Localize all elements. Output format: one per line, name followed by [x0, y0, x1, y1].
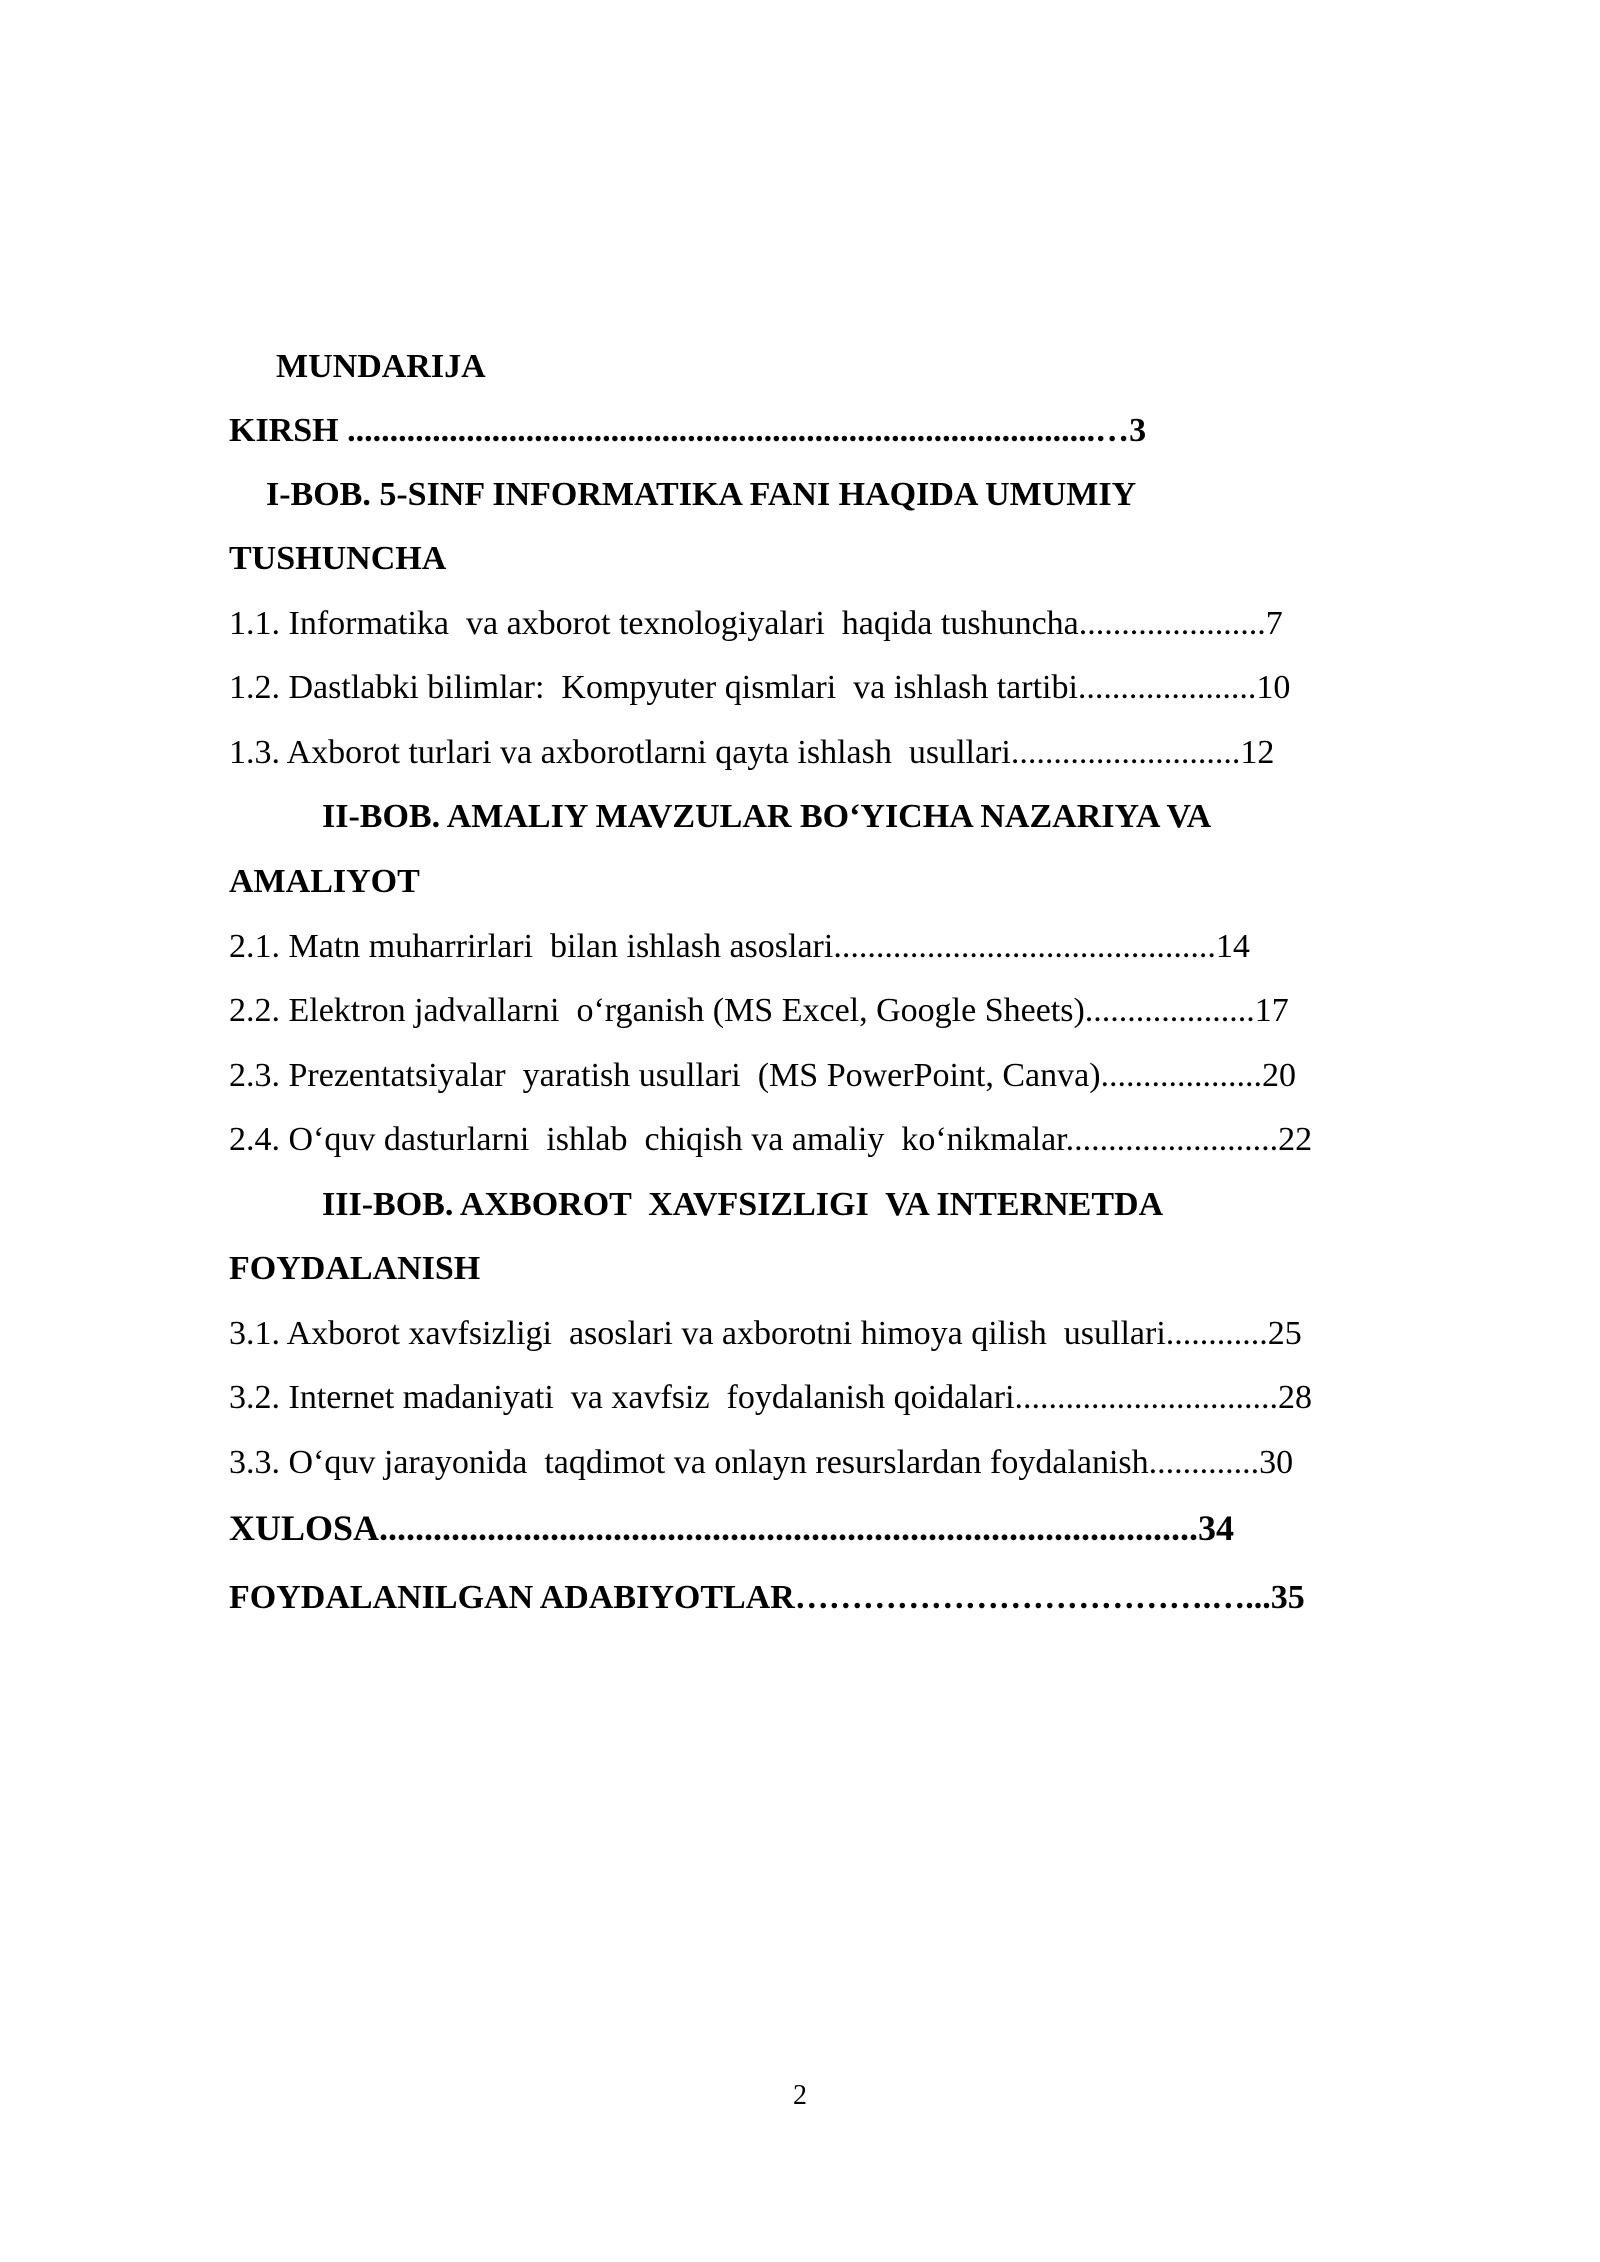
toc-entry-3-1: 3.1. Axborot xavfsizligi asoslari va axborotni himoya qilish usullari............25 — [229, 1315, 1302, 1352]
toc-heading: MUNDARIJA — [276, 348, 486, 385]
toc-entry-2-3: 2.3. Prezentatsiyalar yaratish usullari (MS PowerPoint, Canva)...................20 — [229, 1057, 1297, 1094]
toc-entry-2-4: 2.4. O‘quv dasturlarni ishlab chiqish va amaliy ko‘nikmalar.........................22 — [229, 1121, 1313, 1158]
toc-entry-3-2: 3.2. Internet madaniyati va xavfsiz foydalanish qoidalari...............................28 — [229, 1379, 1313, 1416]
toc-chapter-3-title-cont: FOYDALANISH — [229, 1250, 481, 1287]
toc-entry-3-3: 3.3. O‘quv jarayonida taqdimot va onlayn resurslardan foydalanish.............30 — [229, 1444, 1294, 1481]
toc-entry-introduction: KIRSH ........................................................................................…3 — [229, 412, 1147, 449]
toc-entry-conclusion: XULOSA...........................................................................................34 — [229, 1508, 1235, 1548]
toc-chapter-2-title-cont: AMALIYOT — [229, 863, 420, 900]
toc-entry-2-1: 2.1. Matn muharrirlari bilan ishlash asoslari.............................................14 — [229, 928, 1250, 965]
page-number: 2 — [793, 2080, 807, 2111]
toc-entry-references: FOYDALANILGAN ADABIYOTLAR……………………………….…...35 — [229, 1579, 1305, 1616]
toc-entry-1-3: 1.3. Axborot turlari va axborotlarni qayta ishlash usullari...........................12 — [229, 734, 1275, 771]
toc-chapter-1-title: I-BOB. 5-SINF INFORMATIKA FANI HAQIDA UMUMIY — [266, 476, 1137, 513]
toc-entry-1-1: 1.1. Informatika va axborot texnologiyalari haqida tushuncha......................7 — [229, 605, 1283, 642]
toc-chapter-1-title-cont: TUSHUNCHA — [229, 540, 447, 577]
toc-entry-1-2: 1.2. Dastlabki bilimlar: Kompyuter qismlari va ishlash tartibi.....................10 — [229, 669, 1291, 706]
toc-chapter-2-title: II-BOB. AMALIY MAVZULAR BO‘YICHA NAZARIYA VA — [322, 798, 1212, 835]
toc-entry-2-2: 2.2. Elektron jadvallarni o‘rganish (MS Excel, Google Sheets)....................17 — [229, 992, 1289, 1029]
toc-chapter-3-title: III-BOB. AXBOROT XAVFSIZLIGI VA INTERNETDA — [322, 1186, 1164, 1223]
